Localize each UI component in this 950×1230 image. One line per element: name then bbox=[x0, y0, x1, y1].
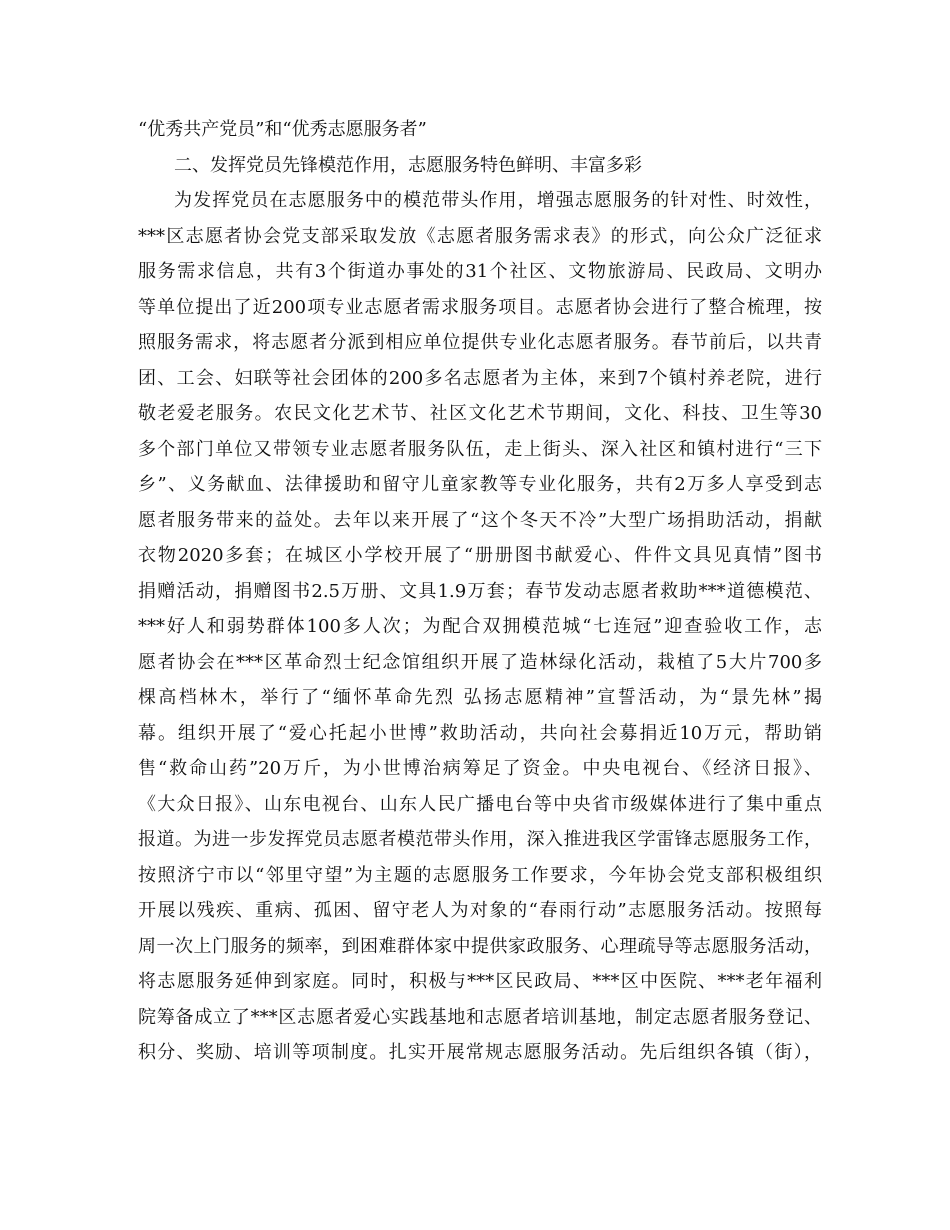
text-line: 报道。为进一步发挥党员志愿者模范带头作用，深入推进我区学雷锋志愿服务工作， bbox=[138, 829, 822, 850]
text-line: 棵高档林木，举行了“缅怀革命先烈 弘扬志愿精神”宣誓活动，为“景先林”揭 bbox=[138, 687, 822, 708]
text-line: 将志愿服务延伸到家庭。同时，积极与***区民政局、***区中医院、***老年福利 bbox=[138, 971, 822, 992]
text-line: 周一次上门服务的频率，到困难群体家中提供家政服务、心理疏导等志愿服务活动， bbox=[138, 935, 822, 957]
text-line: 照服务需求，将志愿者分派到相应单位提供专业化志愿者服务。春节前后，以共青 bbox=[138, 332, 822, 353]
document-body bbox=[138, 112, 822, 1071]
text-line: 捐赠活动，捐赠图书2.5万册、文具1.9万套；春节发动志愿者救助***道德模范、 bbox=[138, 580, 822, 602]
text-line: ***区志愿者协会党支部采取发放《志愿者服务需求表》的形式，向公众广泛征求 bbox=[138, 225, 822, 247]
text-line: 《大众日报》、山东电视台、山东人民广播电台等中央省市级媒体进行了集中重点 bbox=[138, 793, 822, 815]
text-line: 愿者协会在***区革命烈士纪念馆组织开展了造林绿化活动，栽植了5大片700多 bbox=[138, 651, 822, 673]
text-line: “优秀共产党员”和“优秀志愿服务者” bbox=[138, 119, 427, 140]
text-line: 售“救命山药”20万斤，为小世博治病筹足了资金。中央电视台、《经济日报》、 bbox=[138, 758, 822, 779]
text-line: 开展以残疾、重病、孤困、留守老人为对象的“春雨行动”志愿服务活动。按照每 bbox=[138, 900, 822, 921]
text-line: 乡”、义务献血、法律援助和留守儿童家教等专业化服务，共有2万多人享受到志 bbox=[138, 474, 822, 495]
section-heading: 二、发挥党员先锋模范作用，志愿服务特色鲜明、丰富多彩 bbox=[174, 154, 642, 176]
text-line: 院筹备成立了***区志愿者爱心实践基地和志愿者培训基地，制定志愿者服务登记、 bbox=[138, 1006, 822, 1028]
text-line: 团、工会、妇联等社会团体的200多名志愿者为主体，来到7个镇村养老院，进行 bbox=[138, 367, 822, 389]
text-line: 等单位提出了近200项专业志愿者需求服务项目。志愿者协会进行了整合梳理，按 bbox=[138, 296, 822, 318]
text-line: 衣物2020多套；在城区小学校开展了“册册图书献爱心、件件文具见真情”图书 bbox=[138, 545, 822, 566]
text-line: 服务需求信息，共有3个街道办事处的31个社区、文物旅游局、民政局、文明办 bbox=[138, 261, 822, 282]
text-line: 积分、奖励、培训等项制度。扎实开展常规志愿服务活动。先后组织各镇（街）， bbox=[138, 1042, 822, 1063]
text-line: 多个部门单位又带领专业志愿者服务队伍，走上街头、深入社区和镇村进行“三下 bbox=[138, 438, 822, 460]
text-line: 为发挥党员在志愿服务中的模范带头作用，增强志愿服务的针对性、时效性， bbox=[174, 190, 822, 211]
text-line: 愿者服务带来的益处。去年以来开展了“这个冬天不冷”大型广场捐助活动，捐献 bbox=[138, 509, 822, 531]
text-line: 敬老爱老服务。农民文化艺术节、社区文化艺术节期间，文化、科技、卫生等30 bbox=[138, 403, 822, 424]
text-line: 按照济宁市以“邻里守望”为主题的志愿服务工作要求，今年协会党支部积极组织 bbox=[138, 864, 822, 886]
text-line: ***好人和弱势群体100多人次；为配合双拥模范城“七连冠”迎查验收工作，志 bbox=[138, 616, 822, 637]
text-line: 幕。组织开展了“爱心托起小世博”救助活动，共向社会募捐近10万元，帮助销 bbox=[138, 722, 822, 744]
